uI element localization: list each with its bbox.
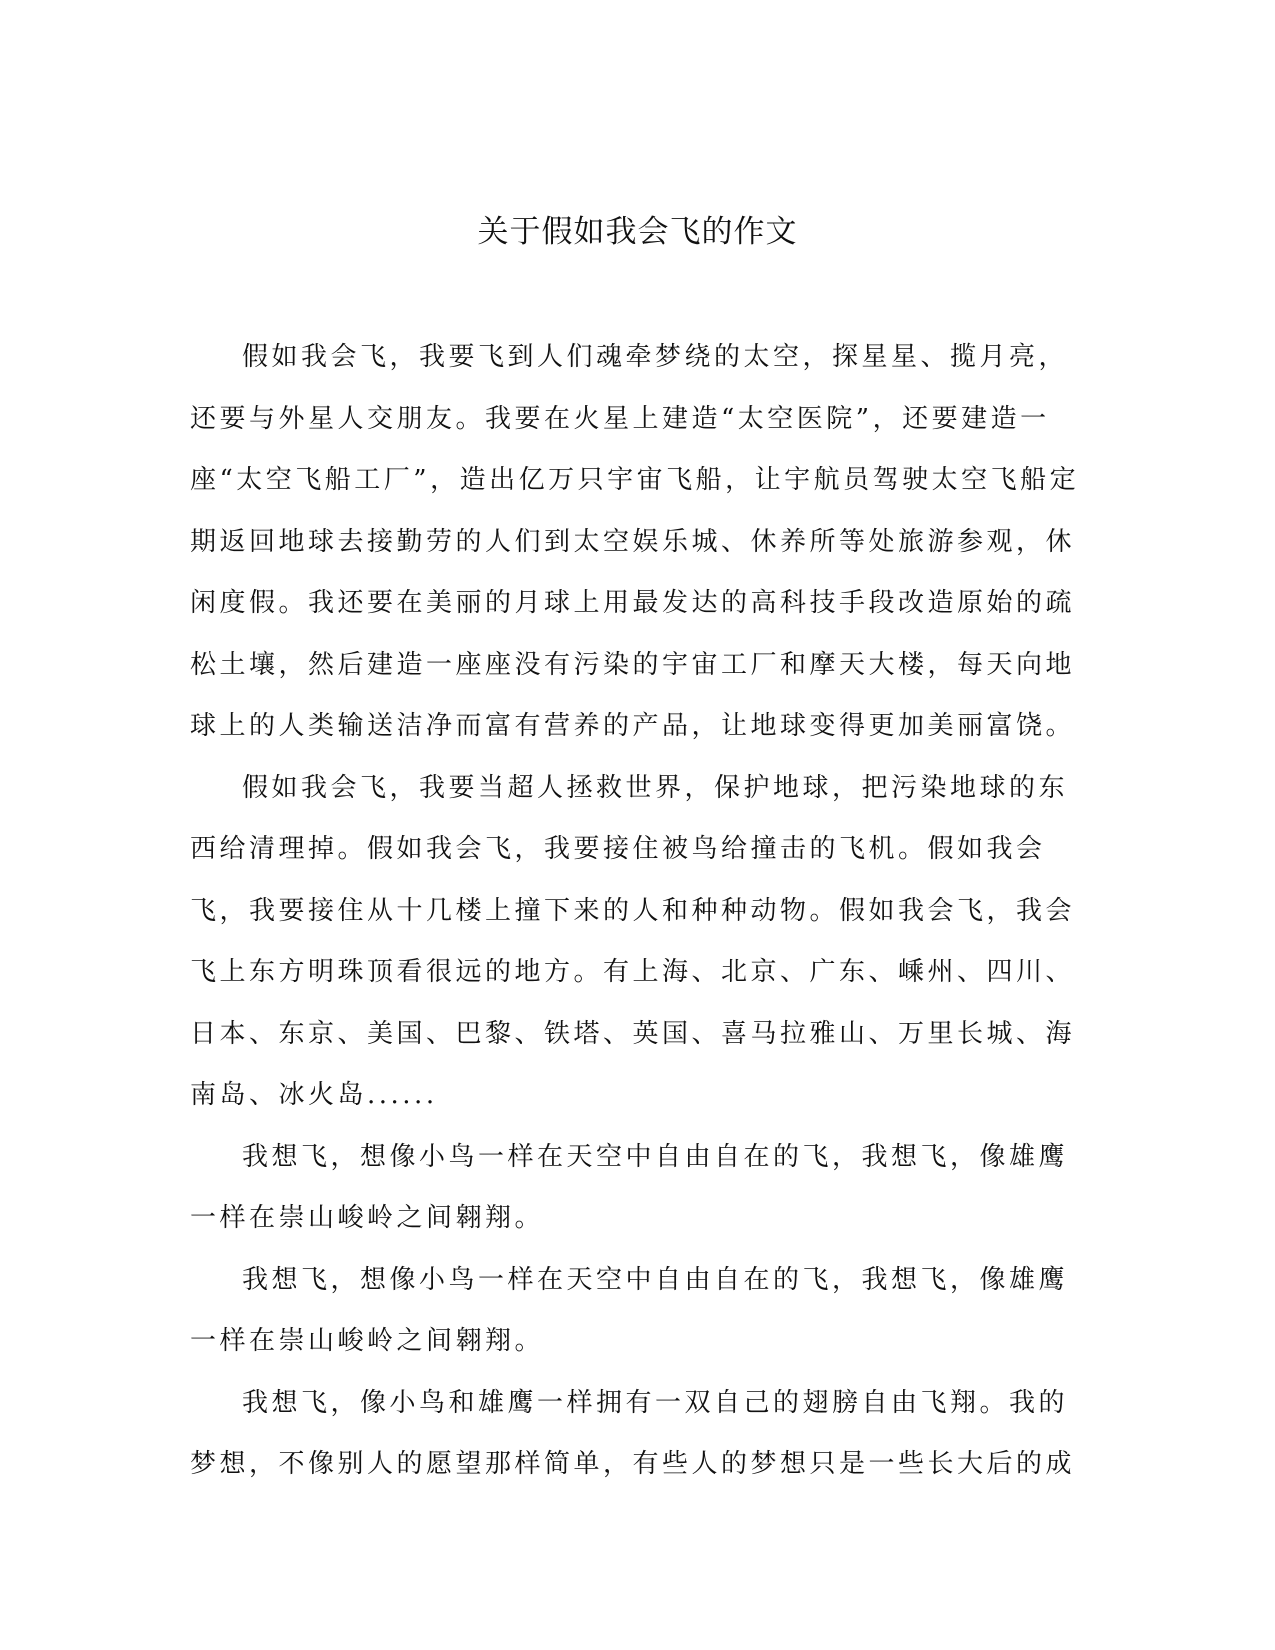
document-title: 关于假如我会飞的作文: [477, 214, 798, 250]
document-body: [190, 327, 1080, 1496]
paragraph-4: 我想飞，想像小鸟一样在天空中自由自在的飞，我想飞，像雄鹰一样在崇山峻岭之间翱翔。: [190, 1264, 1069, 1356]
paragraph-3: 我想飞，想像小鸟一样在天空中自由自在的飞，我想飞，像雄鹰一样在崇山峻岭之间翱翔。: [190, 1141, 1069, 1233]
paragraph-1: 假如我会飞，我要飞到人们魂牵梦绕的太空，探星星、揽月亮，还要与外星人交朋友。我要在火星上建造“太空医院”，还要建造一座“太空飞船工厂”，造出亿万只宇宙飞船，让宇航员驾驶太空飞船定期返回地球去接勤劳的人们到太空娱乐城、休养所等处旅游参观，休闲度假。我还要在美丽的月球上用最发达的高科技手段改造原始的疏松土壤，然后建造一座座没有污染的宇宙工厂和摩天大楼，每天向地球上的人类输送洁净而富有营养的产品，让地球变得更加美丽富饶。: [190, 342, 1080, 741]
paragraph-2: 假如我会飞，我要当超人拯救世界，保护地球，把污染地球的东西给清理掉。假如我会飞，我要接住被鸟给撞击的飞机。假如我会飞，我要接住从十几楼上撞下来的人和种种动物。假如我会飞，我会飞上东方明珠顶看很远的地方。有上海、北京、广东、嵊州、四川、日本、东京、美国、巴黎、铁塔、英国、喜马拉雅山、万里长城、海南岛、冰火岛......: [190, 772, 1076, 1110]
paragraph-5: 我想飞，像小鸟和雄鹰一样拥有一双自己的翅膀自由飞翔。我的梦想，不像别人的愿望那样简单，有些人的梦想只是一些长大后的成: [190, 1387, 1076, 1479]
